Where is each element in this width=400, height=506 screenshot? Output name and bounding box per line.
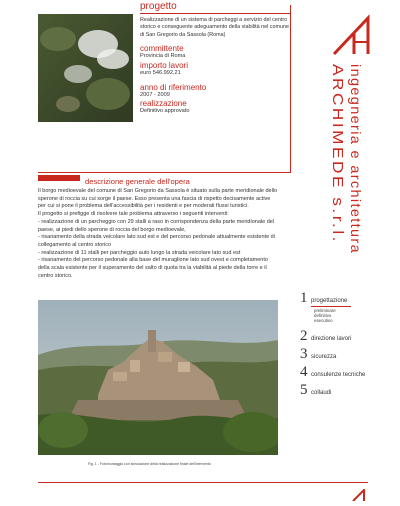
body-paragraph: - risanamento della strada veicolare lato sud est e del percorso pedonale attualmente esistente di collegamento al centro storico <box>38 234 275 248</box>
intro-text: Realizzazione di un sistema di parcheggi a servizio del centro storico e conseguente adeguamento della viabilità nel comune di San Gregorio da Sassola (Roma) <box>140 17 289 38</box>
nav-sub-item[interactable]: definitivo <box>314 313 332 319</box>
nav-item-sicurezza[interactable] <box>300 346 336 363</box>
anno-value: 2007 - 2009 <box>140 91 170 98</box>
nav-number: 1 <box>300 290 308 306</box>
village-photo <box>38 300 278 455</box>
nav-sub-item[interactable]: esecutivo <box>314 318 333 324</box>
nav-sub-item[interactable]: preliminare <box>314 308 336 313</box>
photo-caption: Fig. 1 - Fotomontaggio con simulazione della realizzazione finale dell'intervento <box>88 462 211 466</box>
nav-number: 5 <box>300 382 308 398</box>
committente-label: committente <box>140 43 184 53</box>
header-rule <box>140 13 290 14</box>
nav-number: 3 <box>300 346 308 362</box>
page-title: progetto <box>140 1 177 12</box>
nav-label: consulenze tecniche <box>311 372 366 378</box>
nav-item-consulenze-tecniche[interactable] <box>300 364 365 381</box>
nav-label: collaudi <box>311 390 332 396</box>
aerial-photo <box>38 14 133 122</box>
realizzazione-value: Definitivo approvato <box>140 107 190 114</box>
footer-logo-mark <box>352 488 366 500</box>
intro-block <box>140 17 290 115</box>
realizzazione-label: realizzazione <box>140 98 187 108</box>
section-title: descrizione generale dell'opera <box>85 177 190 186</box>
nav-label: sicurezza <box>311 354 337 360</box>
body-text <box>38 188 278 280</box>
section-marker <box>38 175 80 181</box>
vertical-rule <box>290 5 291 173</box>
footer-rule <box>38 482 368 483</box>
body-paragraph: Il progetto si prefigge di risolvere tale problema attraverso i seguenti interventi: <box>38 211 229 218</box>
services-nav <box>300 0 400 500</box>
body-paragraph: - realizzazione di un parcheggio con 29 stalli a raso in corrispondenza della parte meridionale del paese, ai piedi dello sperone di roccia del borgo medioevale, <box>38 218 275 233</box>
body-paragraph: - risanamento del percorso pedonale alla base del muraglione lato sud ovest e completamento della scala esistente per il superamento del salto di quota tra la viabilità al piede della torre e il centro storico. <box>38 257 268 279</box>
anno-label: anno di riferimento <box>140 82 207 92</box>
importo-value: euro 546.992,21 <box>140 69 181 76</box>
importo-label: importo lavori <box>140 60 189 70</box>
body-paragraph: Il borgo medioevale del comune di San Gregorio da Sassola è situato sulla parte meridionale dello sperone di roccia su cui sorge il paese. Esso presenta una fascia di rispetto decisamente active per cui si pone il problema dell'accessibilità per i residenti e per moderati flussi turistici. <box>38 188 278 210</box>
nav-item-direzione-lavori[interactable] <box>300 328 351 345</box>
brand-name: ARCHIMEDE s.r.l. <box>329 64 346 221</box>
committente-value: Provincia di Roma <box>140 52 186 59</box>
nav-sublist <box>314 308 336 324</box>
section-rule <box>38 172 290 173</box>
archimede-small-icon <box>352 489 366 501</box>
nav-label: progettazione <box>311 298 348 304</box>
nav-item-collaudi[interactable] <box>300 382 331 399</box>
brand-tagline: ingegneria e architettura <box>348 64 364 248</box>
nav-item-progettazione[interactable] <box>300 290 347 307</box>
nav-number: 4 <box>300 364 308 380</box>
nav-active-rule <box>311 306 351 307</box>
nav-label: direzione lavori <box>311 336 352 342</box>
body-paragraph: - realizzazione di 11 stalli per parcheggio auto lungo la strada veicolare lato sud est <box>38 249 241 256</box>
nav-number: 2 <box>300 328 308 344</box>
